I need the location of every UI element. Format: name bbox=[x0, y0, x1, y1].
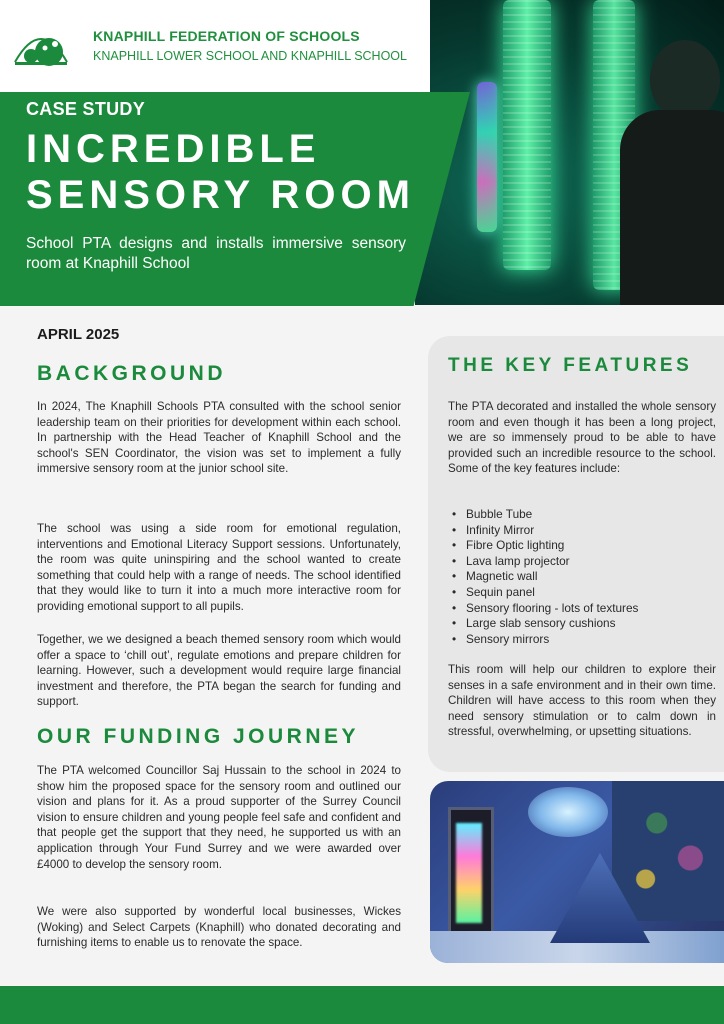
funding-paragraph-1: The PTA welcomed Councillor Saj Hussain to the school in 2024 to show him the proposed space for the sensory room and outlined our vision and plans for it. As a proud supporter of the Surrey Council vision to ensure children and young people feel safe and confident and that people get the support that they need, he supported us with an application through Your Fund Surrey and we were awarded over £4000 to develop the sensory room. bbox=[37, 764, 401, 871]
org-title: KNAPHILL FEDERATION OF SCHOOLS bbox=[93, 28, 360, 44]
case-study-label: CASE STUDY bbox=[26, 99, 146, 119]
child-silhouette bbox=[620, 40, 724, 305]
sensory-room-photo bbox=[430, 781, 724, 963]
background-paragraph-1: In 2024, The Knaphill Schools PTA consulted with the school senior leadership team on their priorities for development within each school. In partnership with the Head Teacher of Knaphill School and the school's SEN Coordinator, the vision was set to implement a fully immersive sensory room at the junior school site. bbox=[37, 400, 401, 476]
background-paragraph-3: Together, we we designed a beach themed sensory room which would offer a space to ‘chill out’, regulate emotions and prepare children for learning. However, such a development would require large financial investment and therefore, the PTA began the search for funding and support. bbox=[37, 633, 401, 709]
list-item: • Sensory flooring - lots of textures bbox=[466, 601, 638, 617]
list-item: • Magnetic wall bbox=[466, 569, 638, 585]
school-logo-icon bbox=[9, 22, 73, 70]
key-features-list bbox=[450, 507, 638, 647]
list-item: • Sensory mirrors bbox=[466, 632, 638, 648]
page-title bbox=[26, 126, 415, 218]
infinity-mirror-lights bbox=[456, 823, 482, 923]
lava-lamp-projection bbox=[528, 787, 608, 837]
background-heading: BACKGROUND bbox=[37, 362, 226, 385]
key-features-heading: THE KEY FEATURES bbox=[448, 355, 693, 376]
list-item: • Lava lamp projector bbox=[466, 554, 638, 570]
list-item: • Bubble Tube bbox=[466, 507, 638, 523]
page-title-line-2: SENSORY ROOM bbox=[26, 173, 415, 217]
key-features-intro: The PTA decorated and installed the whole sensory room and even though it has been a long project, we are so immensely proud to be able to have provided such an incredible resource to the school. Some of the key features include: bbox=[448, 400, 716, 476]
footer-bar bbox=[0, 986, 724, 1024]
key-features-outro: This room will help our children to explore their senses in a safe environment and in their own time. Children will have access to this room when they need sensory stimulation or to calm down in stressful, overwhelming, or upsetting situations. bbox=[448, 663, 716, 739]
list-item: • Large slab sensory cushions bbox=[466, 616, 638, 632]
page-subtitle: School PTA designs and installs immersive sensory room at Knaphill School bbox=[26, 235, 406, 272]
funding-heading: OUR FUNDING JOURNEY bbox=[37, 725, 360, 748]
hero-sensory-room-photo bbox=[415, 0, 724, 305]
list-item: • Infinity Mirror bbox=[466, 523, 638, 539]
list-item: • Fibre Optic lighting bbox=[466, 538, 638, 554]
header bbox=[0, 0, 430, 92]
list-item: • Sequin panel bbox=[466, 585, 638, 601]
bubble-tube-left bbox=[503, 0, 551, 270]
page-title-line-1: INCREDIBLE bbox=[26, 127, 321, 171]
org-subtitle: KNAPHILL LOWER SCHOOL AND KNAPHILL SCHOOL bbox=[93, 49, 407, 63]
background-paragraph-2: The school was using a side room for emotional regulation, interventions and Emotional Literacy Support sessions. Unfortunately, the room was quite uninspiring and the school wanted to create something that could help with a range of needs. The school identified that they would like to turn it into a much more interactive room for providing emotional support to all pupils. bbox=[37, 522, 401, 613]
world-map-wall bbox=[612, 781, 724, 921]
funding-paragraph-2: We were also supported by wonderful local businesses, Wickes (Woking) and Select Carpets (Knaphill) who donated decorating and furnishing items to enable us to renovate the space. bbox=[37, 905, 401, 950]
fibre-optic-glow bbox=[477, 82, 497, 232]
publication-date: APRIL 2025 bbox=[37, 326, 120, 343]
